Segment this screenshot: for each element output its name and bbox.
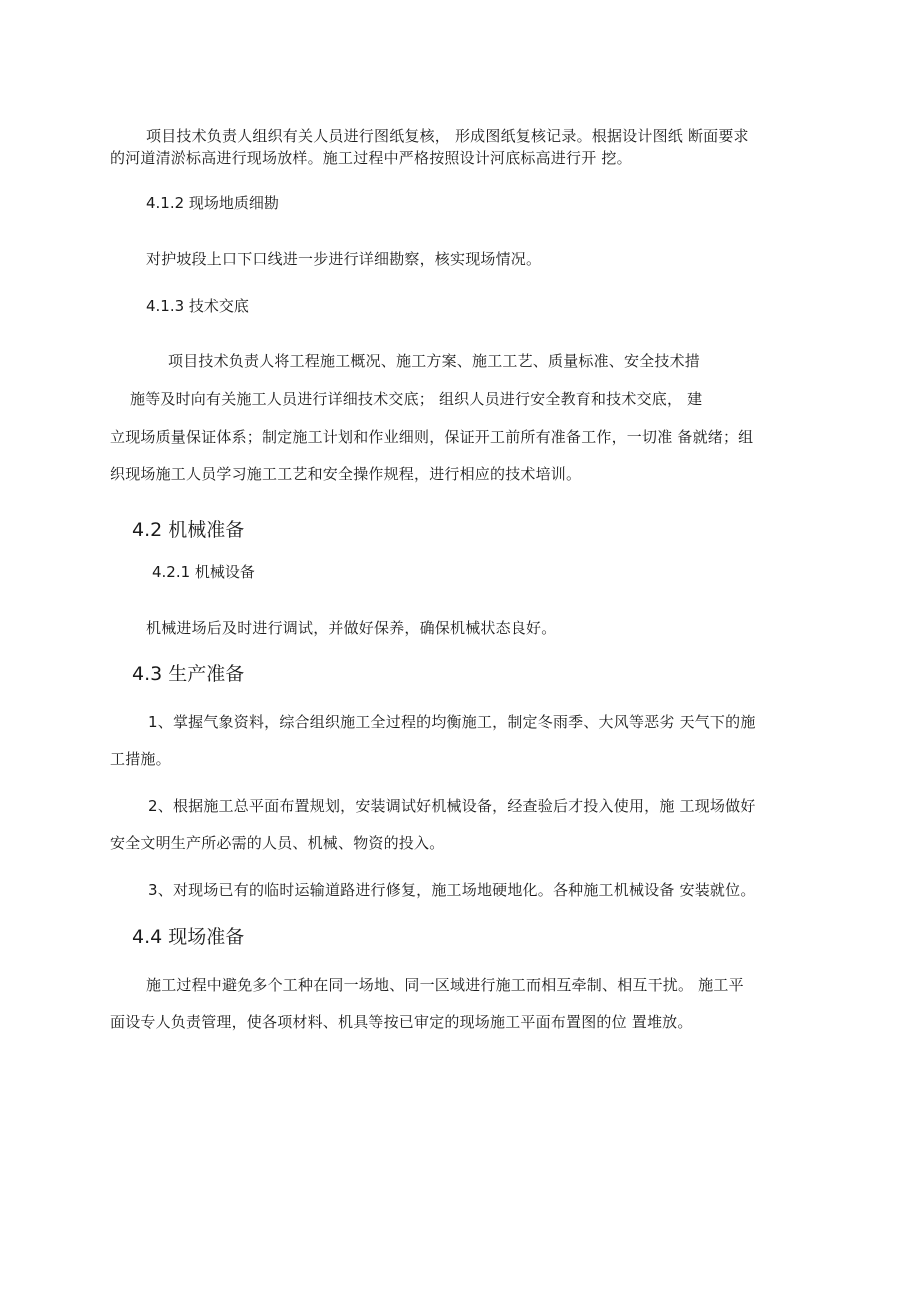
paragraph-line: 织现场施工人员学习施工工艺和安全操作规程，进行相应的技术培训。: [110, 465, 582, 483]
heading-4-4: 4.4 现场准备: [132, 926, 245, 948]
heading-4-2-1: 4.2.1 机械设备: [152, 563, 255, 581]
heading-4-1-3: 4.1.3 技术交底: [146, 297, 249, 315]
paragraph-line: 对护坡段上口下口线进一步进行详细勘察，核实现场情况。: [146, 250, 542, 268]
heading-4-2: 4.2 机械准备: [132, 519, 245, 541]
paragraph-line: 3、对现场已有的临时运输道路进行修复，施工场地硬地化。各种施工机械设备 安装就位。: [148, 881, 756, 899]
paragraph-line: 施工过程中避免多个工种在同一场地、同一区域进行施工而相互牵制、相互干扰。 施工平: [146, 976, 744, 994]
paragraph-line: 工措施。: [110, 750, 171, 768]
paragraph-line: 2、根据施工总平面布置规划，安装调试好机械设备，经查验后才投入使用，施 工现场做好: [148, 797, 756, 815]
paragraph-line: 安全文明生产所必需的人员、机械、物资的投入。: [110, 834, 445, 852]
heading-4-1-2: 4.1.2 现场地质细勘: [146, 194, 279, 212]
paragraph-line: 的河道清淤标高进行现场放样。施工过程中严格按照设计河底标高进行开 挖。: [110, 149, 632, 167]
paragraph-line: 机械进场后及时进行调试，并做好保养，确保机械状态良好。: [146, 619, 557, 637]
heading-4-3: 4.3 生产准备: [132, 663, 245, 685]
paragraph-line: 施等及时向有关施工人员进行详细技术交底； 组织人员进行安全教育和技术交底， 建: [130, 390, 703, 408]
paragraph-line: 立现场质量保证体系；制定施工计划和作业细则，保证开工前所有准备工作，一切准 备就绪；组: [110, 428, 754, 446]
paragraph-line: 项目技术负责人将工程施工概况、施工方案、施工工艺、质量标准、安全技术措: [168, 352, 701, 370]
paragraph-line: 项目技术负责人组织有关人员进行图纸复核， 形成图纸复核记录。根据设计图纸 断面要求: [146, 127, 749, 145]
paragraph-line: 面设专人负责管理，使各项材料、机具等按已审定的现场施工平面布置图的位 置堆放。: [110, 1013, 693, 1031]
paragraph-line: 1、掌握气象资料，综合组织施工全过程的均衡施工，制定冬雨季、大风等恶劣 天气下的施: [148, 713, 756, 731]
